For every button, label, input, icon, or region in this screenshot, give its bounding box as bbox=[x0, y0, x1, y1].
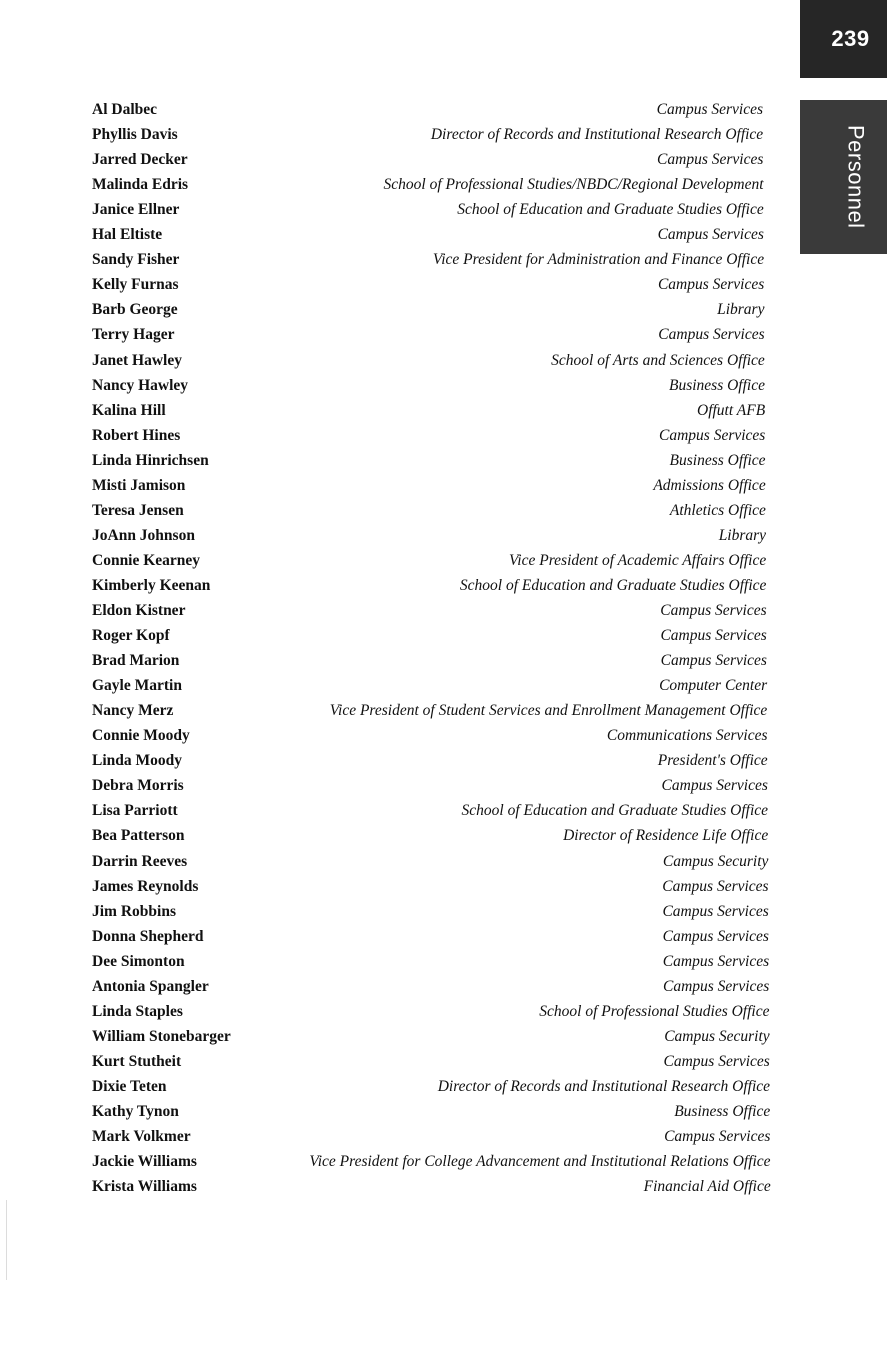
directory-entry bbox=[0, 849, 887, 874]
directory-entry bbox=[0, 673, 887, 698]
person-name: Kurt Stutheit bbox=[92, 1052, 182, 1070]
person-name: William Stonebarger bbox=[92, 1027, 231, 1045]
person-name: Kalina Hill bbox=[92, 401, 166, 419]
person-name: Gayle Martin bbox=[92, 677, 182, 695]
department-name: Campus Services bbox=[659, 426, 766, 444]
person-name: Robert Hines bbox=[92, 426, 181, 444]
person-name: Lisa Parriott bbox=[92, 802, 178, 820]
person-name: Brad Marion bbox=[92, 652, 180, 670]
person-name: Dee Simonton bbox=[92, 952, 185, 970]
department-name: Campus Services bbox=[662, 877, 769, 895]
directory-entry bbox=[0, 172, 887, 197]
directory-entry bbox=[0, 798, 887, 823]
department-name: Campus Services bbox=[658, 326, 765, 344]
person-name: Phyllis Davis bbox=[92, 126, 178, 144]
department-name: Campus Services bbox=[657, 226, 764, 244]
directory-entry bbox=[0, 473, 887, 498]
directory-entry bbox=[0, 748, 887, 773]
department-name: Vice President for Administration and Finance Office bbox=[432, 251, 765, 269]
person-name: Jarred Decker bbox=[92, 151, 188, 169]
person-name: Al Dalbec bbox=[92, 101, 158, 118]
directory-entry bbox=[0, 548, 887, 573]
person-name: JoAnn Johnson bbox=[92, 526, 195, 544]
department-name: Vice President for College Advancement and Institutional Relations Office bbox=[309, 1153, 771, 1171]
department-name: Vice President of Academic Affairs Office bbox=[508, 551, 767, 569]
department-name: Athletics Office bbox=[669, 501, 766, 519]
department-name: Library bbox=[717, 301, 765, 319]
department-name: School of Education and Graduate Studies Office bbox=[459, 576, 767, 594]
person-name: Kelly Furnas bbox=[92, 276, 179, 294]
person-name: Sandy Fisher bbox=[92, 251, 180, 269]
person-name: Janice Ellner bbox=[92, 201, 180, 219]
directory-entry bbox=[0, 1049, 887, 1074]
department-name: Campus Services bbox=[660, 652, 767, 670]
person-name: Connie Moody bbox=[92, 727, 190, 745]
directory-entry bbox=[0, 1174, 887, 1199]
directory-entry bbox=[0, 1149, 887, 1174]
department-name: Business Office bbox=[668, 376, 765, 394]
department-name: School of Professional Studies Office bbox=[539, 1002, 770, 1020]
person-name: Linda Moody bbox=[92, 752, 183, 770]
directory-entry bbox=[0, 147, 887, 172]
directory-entry bbox=[0, 874, 887, 899]
department-name: Communications Services bbox=[606, 727, 768, 745]
department-name: Campus Services bbox=[662, 977, 770, 995]
department-name: School of Arts and Sciences Office bbox=[551, 351, 765, 369]
person-name: Eldon Kistner bbox=[92, 602, 186, 619]
person-name: Barb George bbox=[92, 301, 178, 319]
directory-entry bbox=[0, 623, 887, 648]
department-name: School of Professional Studies/NBDC/Regional Development bbox=[383, 176, 764, 194]
department-name: Campus Security bbox=[664, 1027, 770, 1045]
directory-entry bbox=[0, 247, 887, 272]
directory-entry bbox=[0, 348, 887, 373]
person-name: Darrin Reeves bbox=[92, 852, 188, 870]
person-name: Misti Jamison bbox=[92, 476, 186, 494]
person-name: Nancy Hawley bbox=[92, 376, 189, 394]
department-name: School of Education and Graduate Studies Office bbox=[457, 201, 764, 219]
directory-entry bbox=[0, 1074, 887, 1099]
directory-entry bbox=[0, 1024, 887, 1049]
department-name: Campus Services bbox=[660, 602, 767, 619]
person-name: Donna Shepherd bbox=[92, 927, 204, 945]
person-name: Jim Robbins bbox=[92, 902, 176, 920]
department-name: Computer Center bbox=[659, 677, 768, 695]
directory-entry bbox=[0, 723, 887, 748]
person-name: Kimberly Keenan bbox=[92, 576, 211, 594]
department-name: Vice President of Student Services and Enrollment Management Office bbox=[329, 702, 768, 720]
directory-entry bbox=[0, 122, 887, 147]
department-name: Director of Residence Life Office bbox=[563, 827, 769, 845]
directory-entry bbox=[0, 322, 887, 347]
directory-entry bbox=[0, 398, 887, 423]
department-name: Campus Services bbox=[662, 927, 769, 945]
person-name: Linda Staples bbox=[92, 1002, 183, 1020]
directory-entry bbox=[0, 773, 887, 798]
person-name: Terry Hager bbox=[92, 326, 175, 344]
directory-entry bbox=[0, 297, 887, 322]
department-name: Director of Records and Institutional Research Office bbox=[437, 1077, 771, 1095]
person-name: Antonia Spangler bbox=[92, 977, 209, 995]
department-name: Campus Services bbox=[662, 902, 769, 920]
directory-entry bbox=[0, 899, 887, 924]
directory-entry bbox=[0, 949, 887, 974]
directory-entry bbox=[0, 974, 887, 999]
directory-entry bbox=[0, 1124, 887, 1149]
person-name: Nancy Merz bbox=[92, 702, 174, 720]
directory-entry bbox=[0, 498, 887, 523]
person-name: Debra Morris bbox=[92, 777, 184, 795]
department-name: Business Office bbox=[669, 451, 766, 469]
person-name: Kathy Tynon bbox=[92, 1103, 179, 1120]
directory-entry bbox=[0, 272, 887, 297]
department-name: President's Office bbox=[657, 752, 768, 770]
person-name: Janet Hawley bbox=[92, 351, 182, 369]
department-name: Library bbox=[718, 526, 767, 544]
department-name: Campus Services bbox=[663, 1052, 770, 1070]
page-number: 239 bbox=[831, 26, 870, 51]
directory-entry bbox=[0, 999, 887, 1024]
person-name: Hal Eltiste bbox=[92, 226, 163, 244]
directory-entry bbox=[0, 197, 887, 222]
page-number-tab bbox=[800, 0, 887, 78]
department-name: Business Office bbox=[674, 1103, 771, 1120]
person-name: Roger Kopf bbox=[92, 627, 170, 645]
directory-entry bbox=[0, 924, 887, 949]
directory-entry bbox=[0, 698, 887, 723]
directory-entry bbox=[0, 573, 887, 598]
directory-entry bbox=[0, 648, 887, 673]
person-name: James Reynolds bbox=[92, 877, 199, 895]
directory-entry bbox=[0, 598, 887, 623]
directory-entry bbox=[0, 222, 887, 247]
person-name: Mark Volkmer bbox=[92, 1128, 191, 1146]
section-title: Personnel bbox=[843, 125, 869, 229]
person-name: Krista Williams bbox=[92, 1178, 197, 1196]
department-name: Campus Services bbox=[657, 151, 764, 169]
person-name: Bea Patterson bbox=[92, 827, 185, 845]
department-name: Campus Services bbox=[664, 1128, 771, 1146]
directory-entry bbox=[0, 448, 887, 473]
directory-entry bbox=[0, 373, 887, 398]
person-name: Dixie Teten bbox=[92, 1077, 167, 1095]
person-name: Connie Kearney bbox=[92, 551, 201, 569]
person-name: Linda Hinrichsen bbox=[92, 451, 209, 469]
directory-entry bbox=[0, 523, 887, 548]
person-name: Jackie Williams bbox=[92, 1153, 197, 1171]
department-name: School of Education and Graduate Studies Office bbox=[461, 802, 769, 820]
department-name: Campus Services bbox=[661, 777, 768, 795]
person-name: Teresa Jensen bbox=[92, 501, 184, 519]
directory-entry bbox=[0, 97, 887, 122]
directory-entry bbox=[0, 1099, 887, 1124]
department-name: Campus Services bbox=[662, 952, 770, 970]
page-edge-line bbox=[6, 1200, 7, 1280]
department-name: Financial Aid Office bbox=[643, 1178, 771, 1196]
department-name: Campus Services bbox=[660, 627, 767, 645]
person-name: Malinda Edris bbox=[92, 176, 189, 194]
department-name: Campus Services bbox=[657, 276, 765, 294]
department-name: Offutt AFB bbox=[697, 401, 766, 419]
directory-entry bbox=[0, 823, 887, 848]
department-name: Campus Services bbox=[656, 101, 763, 118]
department-name: Admissions Office bbox=[653, 476, 766, 494]
department-name: Director of Records and Institutional Research Office bbox=[430, 126, 764, 144]
directory-entry bbox=[0, 423, 887, 448]
department-name: Campus Security bbox=[662, 852, 769, 870]
